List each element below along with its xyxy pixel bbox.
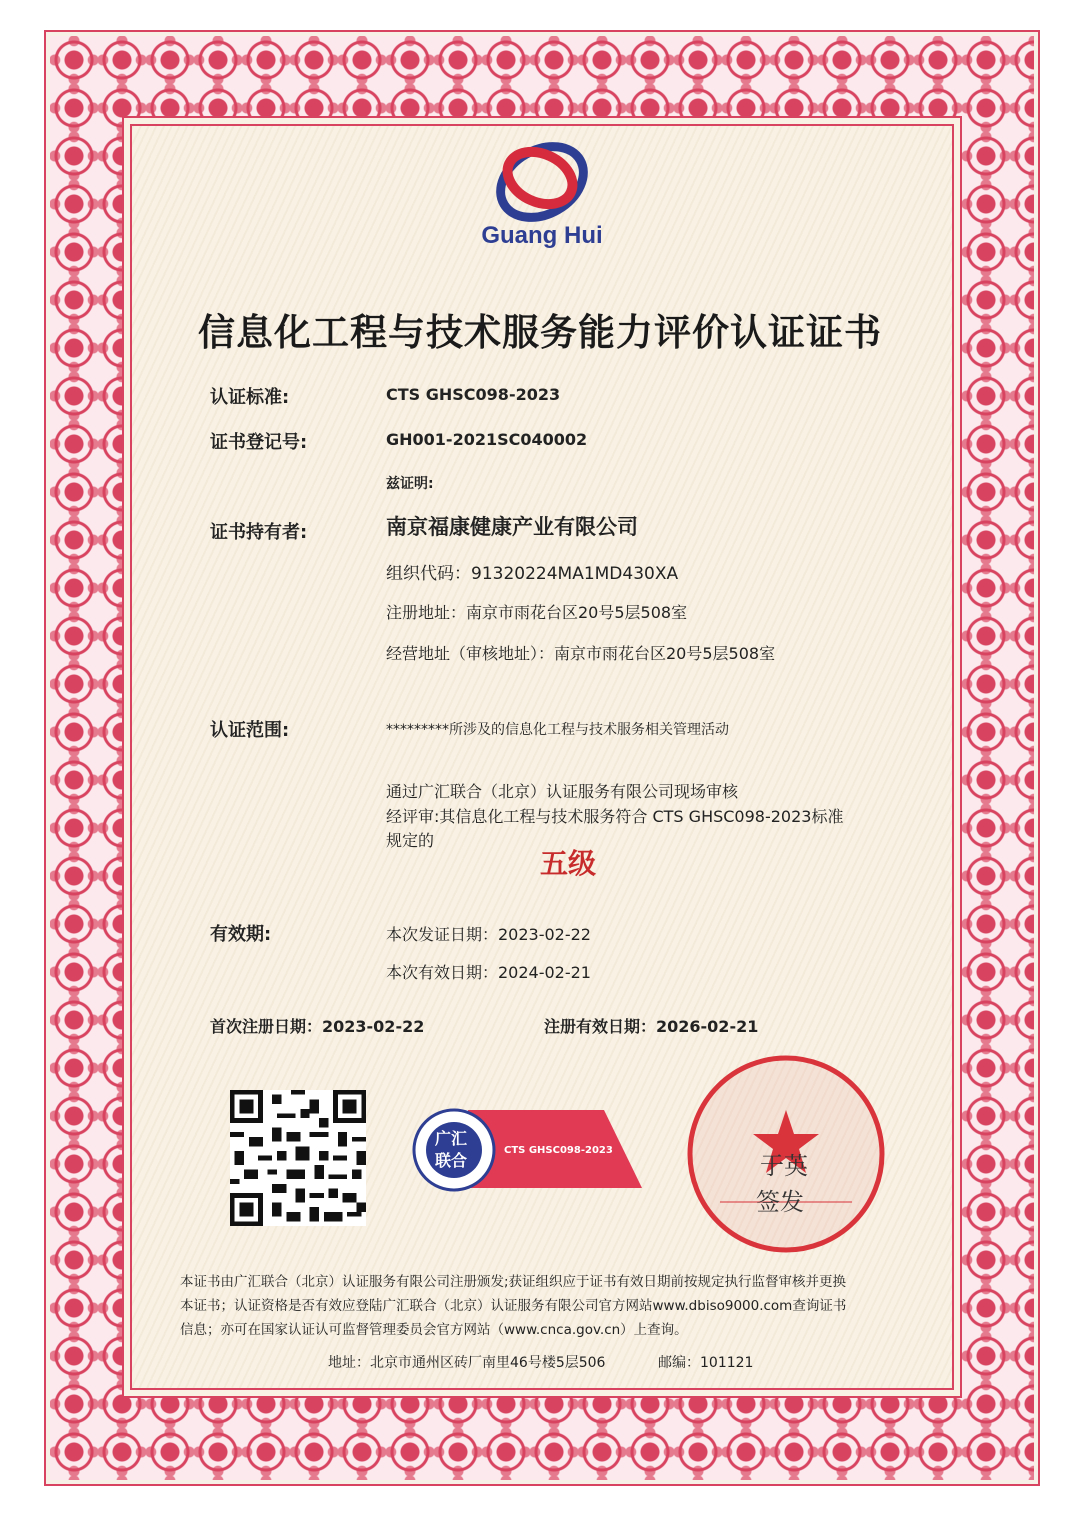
qr-code-icon[interactable] <box>230 1090 366 1226</box>
hereby-text: 兹证明: <box>386 476 434 492</box>
footer-notice <box>180 1270 892 1342</box>
footer-address: 地址：北京市通州区砖厂南里46号楼5层506 <box>328 1355 606 1371</box>
statement-line3: 规定的 <box>386 831 435 850</box>
issue-date: 本次发证日期：2023-02-22 <box>386 925 591 944</box>
first-registration-date: 首次注册日期：2023-02-22 <box>210 1017 425 1036</box>
holder-label: 证书持有者: <box>210 522 308 543</box>
badge-code: CTS GHSC098-2023 <box>504 1145 613 1156</box>
signature-sign: 签发 <box>756 1188 804 1216</box>
certificate-title: 信息化工程与技术服务能力评价认证证书 <box>198 311 882 354</box>
logo-wordmark: Guang Hui <box>481 222 603 249</box>
reg-address: 注册地址：南京市雨花台区20号5层508室 <box>386 603 688 622</box>
standard-label: 认证标准: <box>210 387 290 408</box>
registration-valid-date: 注册有效日期：2026-02-21 <box>544 1017 759 1036</box>
footer-line1: 本证书由广汇联合（北京）认证服务有限公司注册颁发;获证组织应于证书有效日期前按规定执行监督审核并更换 <box>180 1274 847 1290</box>
statement-line1: 通过广汇联合（北京）认证服务有限公司现场审核 <box>386 782 739 801</box>
statement-line2: 经评审:其信息化工程与技术服务符合 CTS GHSC098-2023标准 <box>386 807 844 826</box>
validity-label: 有效期: <box>210 924 272 945</box>
standard-value: CTS GHSC098-2023 <box>386 385 561 404</box>
footer-line2: 本证书；认证资格是否有效应登陆广汇联合（北京）认证服务有限公司官方网站www.dbiso9000.com查询证书 <box>180 1298 847 1314</box>
op-address: 经营地址（审核地址）：南京市雨花台区20号5层508室 <box>386 644 776 663</box>
footer-postcode: 邮编：101121 <box>658 1355 754 1371</box>
grade-level: 五级 <box>540 847 597 880</box>
badge-chars: 广汇联合 <box>434 1129 467 1170</box>
holder-name: 南京福康健康产业有限公司 <box>386 515 638 539</box>
expire-date: 本次有效日期：2024-02-21 <box>386 963 591 982</box>
scope-value: *********所涉及的信息化工程与技术服务相关管理活动 <box>386 722 729 738</box>
signature: 于英 <box>760 1152 808 1180</box>
footer-line3: 信息；亦可在国家认证认可监督管理委员会官方网站（www.cnca.gov.cn）上查询。 <box>180 1322 688 1338</box>
org-code: 组织代码：91320224MA1MD430XA <box>386 564 679 584</box>
registration-label: 证书登记号: <box>210 432 308 453</box>
registration-value: GH001-2021SC040002 <box>386 430 588 449</box>
scope-label: 认证范围: <box>210 720 290 741</box>
